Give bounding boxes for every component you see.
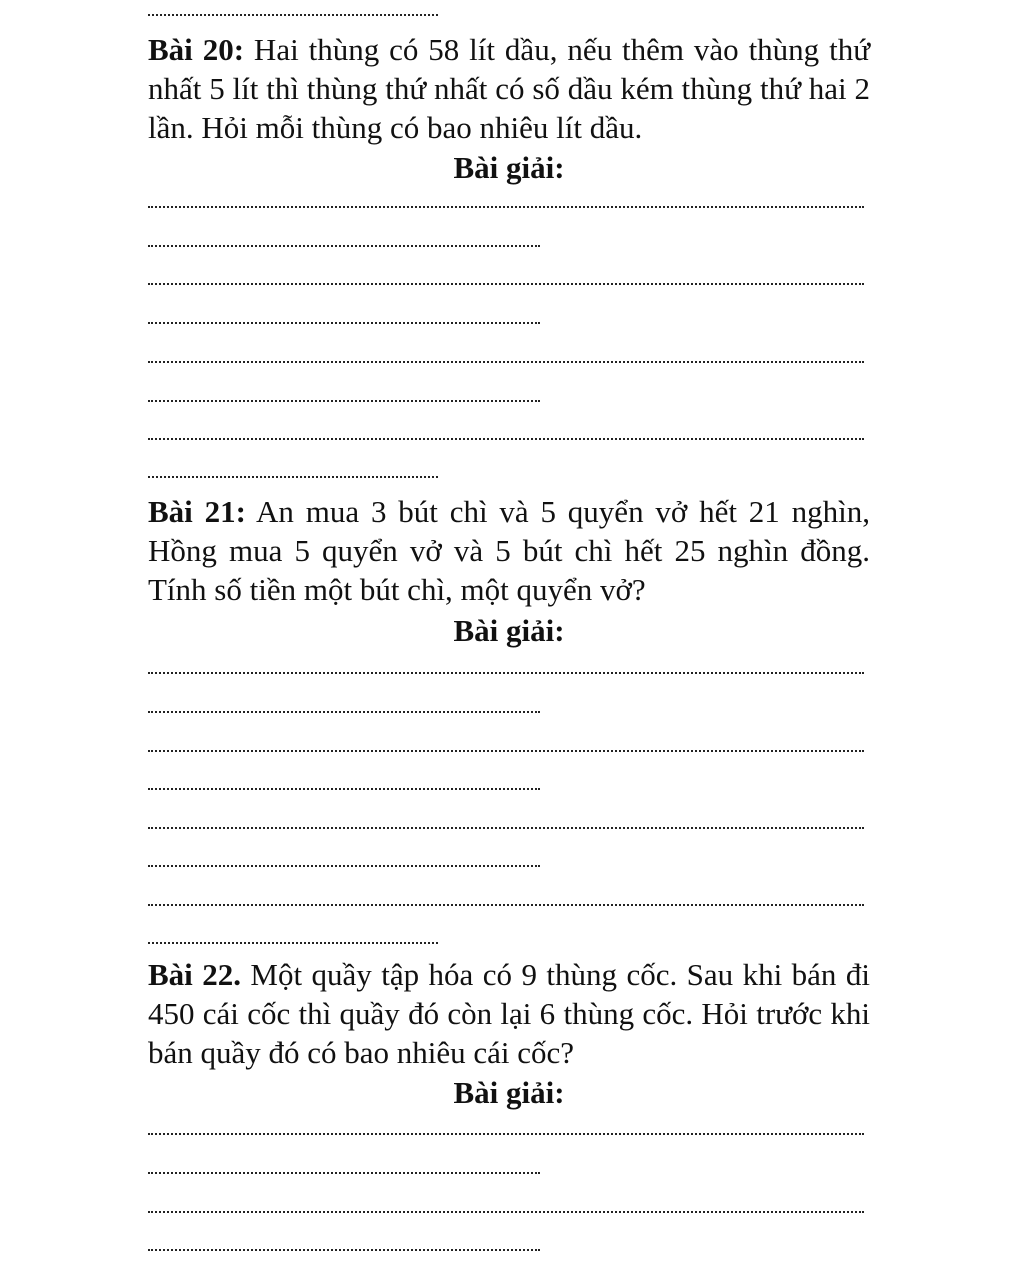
problem-20 <box>148 30 870 147</box>
problem-21-label: Bài 21: <box>148 494 246 529</box>
answer-line <box>148 438 864 440</box>
problem-21 <box>148 492 870 609</box>
answer-line <box>148 827 864 829</box>
answer-line <box>148 672 864 674</box>
answer-line <box>148 865 540 867</box>
answer-line <box>148 361 864 363</box>
answer-line <box>148 322 540 324</box>
problem-21-solution-heading: Bài giải: <box>453 613 565 648</box>
answer-line <box>148 711 540 713</box>
problem-20-text: Hai thùng có 58 lít dầu, nếu thêm vào thùng thứ nhất 5 lít thì thùng thứ nhất có số dầu kém thùng thứ hai 2 lần. Hỏi mỗi thùng có bao nhiêu lít dầu. <box>148 32 870 145</box>
answer-line <box>148 14 438 16</box>
answer-line <box>148 206 864 208</box>
answer-line <box>148 1211 864 1213</box>
problem-21-text: An mua 3 bút chì và 5 quyển vở hết 21 nghìn, Hồng mua 5 quyển vở và 5 bút chì hết 25 nghìn đồng. Tính số tiền một bút chì, một quyển vở? <box>148 494 870 607</box>
problem-20-label: Bài 20: <box>148 32 245 67</box>
problem-22 <box>148 955 870 1072</box>
answer-line <box>148 750 864 752</box>
answer-line <box>148 904 864 906</box>
answer-line <box>148 476 438 478</box>
answer-line <box>148 1172 540 1174</box>
problem-22-solution-heading: Bài giải: <box>453 1075 565 1110</box>
answer-line <box>148 245 540 247</box>
answer-line <box>148 1249 540 1251</box>
answer-line <box>148 788 540 790</box>
answer-line <box>148 942 438 944</box>
problem-20-solution-heading: Bài giải: <box>453 150 565 185</box>
problem-22-text: Một quầy tập hóa có 9 thùng cốc. Sau khi bán đi 450 cái cốc thì quầy đó còn lại 6 thùng cốc. Hỏi trước khi bán quầy đó có bao nhiêu cái cốc? <box>148 957 870 1070</box>
problem-22-label: Bài 22. <box>148 957 241 992</box>
answer-line <box>148 400 540 402</box>
answer-line <box>148 283 864 285</box>
answer-line <box>148 1133 864 1135</box>
